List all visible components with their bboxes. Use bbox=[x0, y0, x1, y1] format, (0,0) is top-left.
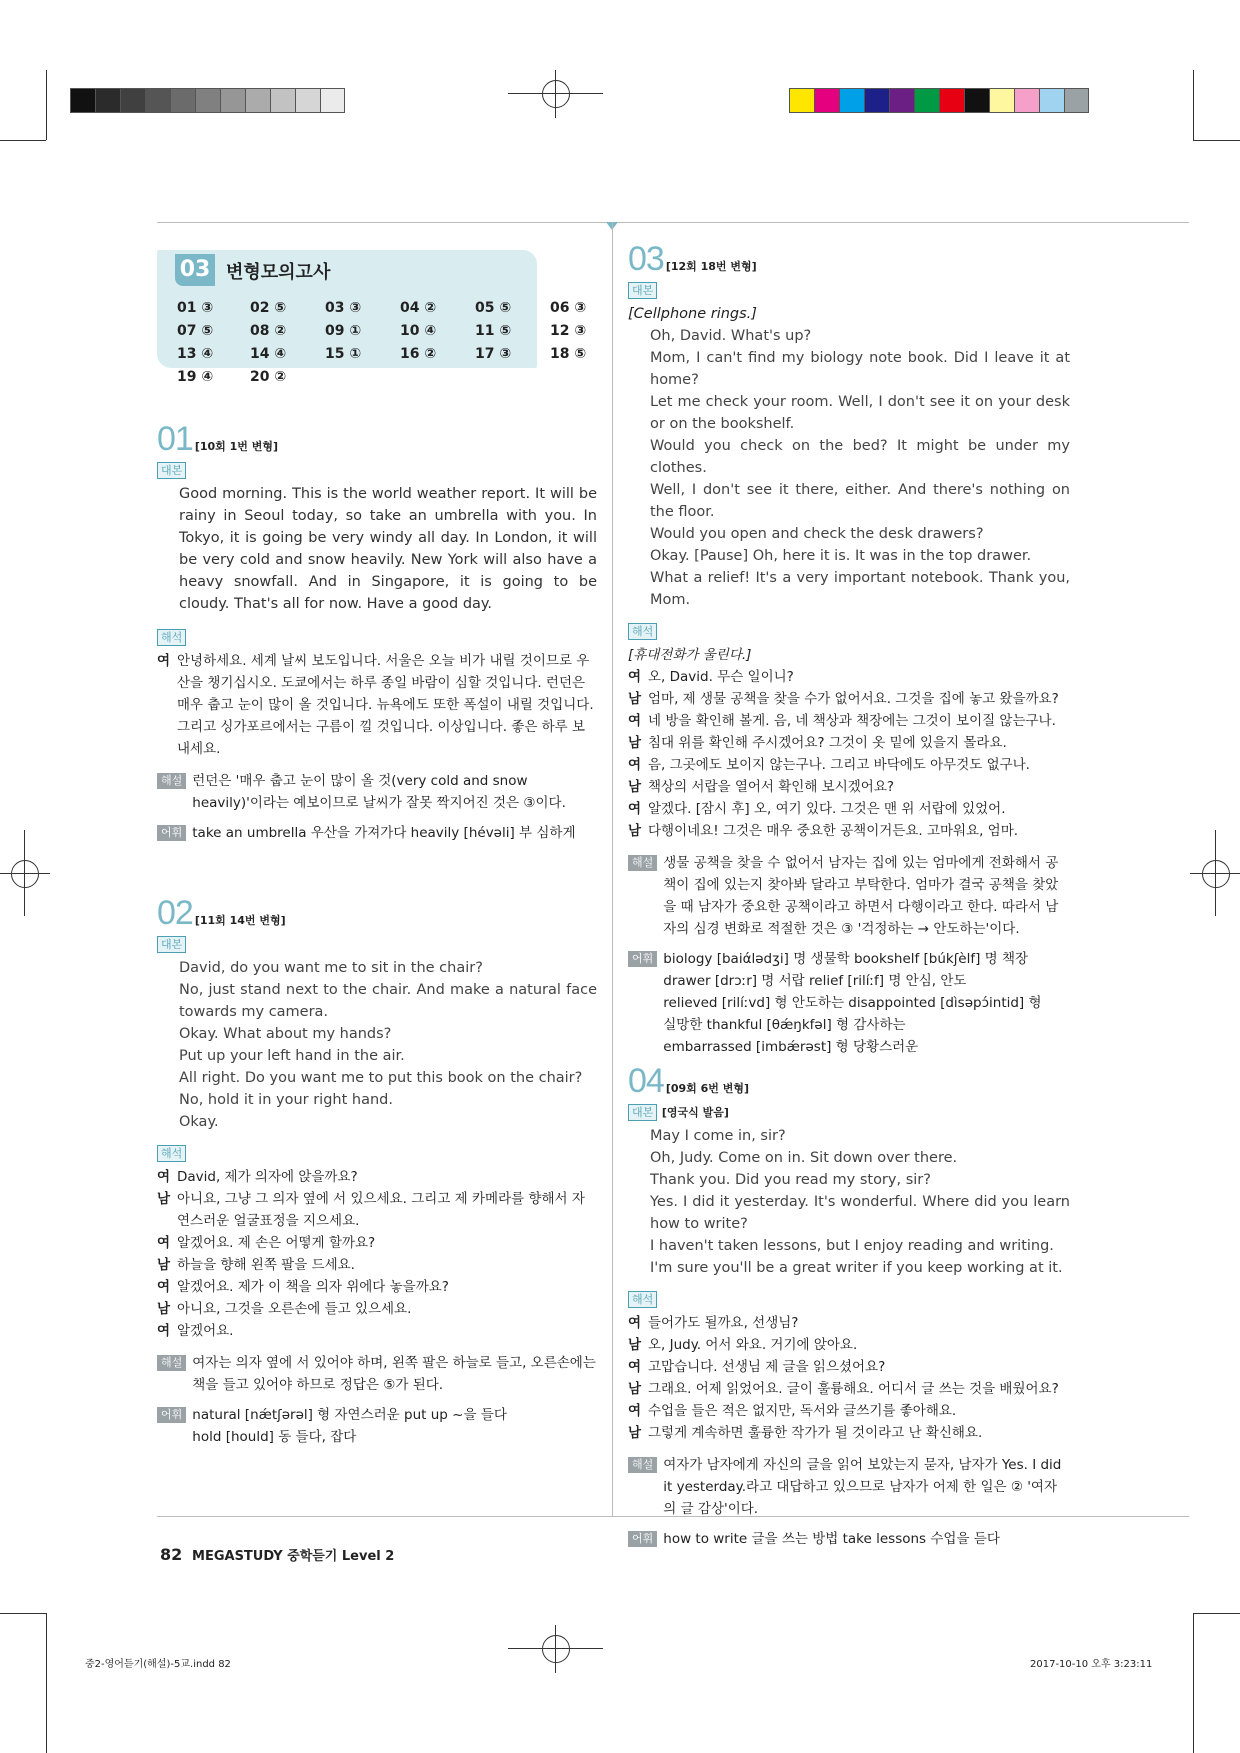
speaker: 여 bbox=[157, 1323, 171, 1339]
answer-item: 05 ⑤ bbox=[475, 300, 512, 316]
script-line: David, do you want me to sit in the chair? bbox=[179, 960, 483, 976]
answer-item: 10 ④ bbox=[400, 323, 437, 339]
speaker: 여 bbox=[628, 801, 642, 817]
q03-translation-label: 해석 bbox=[628, 623, 657, 640]
q02-translation-label: 해석 bbox=[157, 1145, 186, 1162]
q01-script: Good morning. This is the world weather report. It will be rainy in Seoul today, so take an umbrella with you. In Tokyo, it is going be very windy all day. In London, it will be very cold and snow heavily. New York will also have a heavy snowfall. And in Singapore, it is going to be cloudy. That's all for now. Have a good day. bbox=[179, 486, 597, 612]
translation-line bbox=[628, 1356, 1070, 1378]
page-footer bbox=[160, 1545, 394, 1564]
translation-text: 책상의 서랍을 열어서 확인해 보시겠어요? bbox=[648, 779, 895, 795]
answer-item: 14 ④ bbox=[250, 346, 287, 362]
translation-line bbox=[157, 1166, 597, 1188]
gray-swatch bbox=[245, 88, 270, 113]
answer-item: 11 ⑤ bbox=[475, 323, 512, 339]
q03-number: 03 bbox=[628, 240, 664, 278]
slug-file: 중2-영어듣기(해설)-5교.indd 82 bbox=[85, 1659, 231, 1670]
translation-text: 수업을 들은 적은 없지만, 독서와 글쓰기를 좋아해요. bbox=[648, 1403, 957, 1419]
script-line: Thank you. Did you read my story, sir? bbox=[650, 1172, 931, 1188]
q01-vocab-label: 어휘 bbox=[157, 825, 186, 841]
script-line: Would you check on the bed? It might be under my clothes. bbox=[650, 438, 1070, 476]
q04-number: 04 bbox=[628, 1062, 664, 1100]
script-line: May I come in, sir? bbox=[650, 1128, 786, 1144]
color-swatch bbox=[964, 88, 989, 113]
color-swatch bbox=[939, 88, 964, 113]
translation-text: 침대 위를 확인해 주시겠어요? 그것이 옷 밑에 있을지 몰라요. bbox=[648, 735, 1007, 751]
gray-swatch bbox=[320, 88, 345, 113]
q04-script-label: 대본 bbox=[628, 1104, 657, 1121]
q04-explanation-text: 여자가 남자에게 자신의 글을 읽어 보았는지 묻자, 남자가 Yes. I did it yesterday.라고 대답하고 있으므로 남자가 어제 한 일은 ② '여자의 글 감상'이다. bbox=[663, 1457, 1062, 1517]
translation-line bbox=[628, 710, 1070, 732]
speaker: 남 bbox=[628, 1425, 642, 1441]
translation-line bbox=[157, 1276, 597, 1298]
color-swatch bbox=[864, 88, 889, 113]
translation-line bbox=[628, 798, 1070, 820]
q02-vocab-label: 어휘 bbox=[157, 1407, 186, 1423]
q03-explanation-label: 해설 bbox=[628, 855, 657, 871]
q01-translation bbox=[157, 650, 597, 760]
translation-line bbox=[157, 1298, 597, 1320]
color-swatch bbox=[814, 88, 839, 113]
q01-vocab bbox=[157, 822, 597, 844]
q01-explanation-label: 해설 bbox=[157, 773, 186, 789]
speaker: 여 bbox=[157, 653, 171, 669]
translation-text: 네 방을 확인해 볼게. 음, 네 책상과 책장에는 그것이 보이질 않는구나. bbox=[648, 713, 1056, 729]
q01-translation-label: 해석 bbox=[157, 629, 186, 646]
left-column bbox=[157, 420, 597, 1448]
answer-item: 02 ⑤ bbox=[250, 300, 287, 316]
answer-item: 01 ③ bbox=[177, 300, 214, 316]
translation-text: 알겠어요. 제가 이 책을 의자 위에다 놓을까요? bbox=[177, 1279, 449, 1295]
translation-line bbox=[628, 1400, 1070, 1422]
script-line: Mom, I can't find my biology note book. Did I leave it at home? bbox=[650, 350, 1070, 388]
q03-header bbox=[628, 240, 1070, 278]
q04-translation bbox=[628, 1312, 1070, 1444]
answer-item: 09 ① bbox=[325, 323, 362, 339]
script-line: Oh, Judy. Come on in. Sit down over there. bbox=[650, 1150, 958, 1166]
q02-explanation-text: 여자는 의자 옆에 서 있어야 하며, 왼쪽 팔은 하늘로 들고, 오른손에는 책을 들고 있어야 하므로 정답은 ⑤가 된다. bbox=[192, 1355, 596, 1393]
gray-swatch bbox=[120, 88, 145, 113]
translation-text: 고맙습니다. 선생님 제 글을 읽으셨어요? bbox=[648, 1359, 886, 1375]
gray-swatch bbox=[145, 88, 170, 113]
speaker: 여 bbox=[628, 1403, 642, 1419]
q01-number: 01 bbox=[157, 420, 193, 458]
script-line: Let me check your room. Well, I don't see it on your desk or on the bookshelf. bbox=[650, 394, 1070, 432]
translation-text: 오, Judy. 어서 와요. 거기에 앉아요. bbox=[648, 1337, 858, 1353]
q01-explanation bbox=[157, 770, 597, 814]
color-swatch bbox=[1014, 88, 1039, 113]
translation-line bbox=[628, 688, 1070, 710]
speaker: 여 bbox=[628, 1359, 642, 1375]
translation-line bbox=[628, 1378, 1070, 1400]
color-swatch bbox=[839, 88, 864, 113]
gray-swatch bbox=[70, 88, 95, 113]
script-line: All right. Do you want me to put this book on the chair? bbox=[179, 1070, 583, 1086]
grayscale-bar bbox=[70, 88, 345, 113]
top-rule bbox=[157, 222, 1189, 223]
slug-date: 2017-10-10 오후 3:23:11 bbox=[1030, 1659, 1153, 1670]
color-swatch bbox=[1064, 88, 1089, 113]
speaker: 남 bbox=[628, 779, 642, 795]
answer-item: 20 ② bbox=[250, 369, 287, 385]
translation-text: 알겠어요. bbox=[177, 1323, 234, 1339]
q02-number: 02 bbox=[157, 894, 193, 932]
q03-vocab-label: 어휘 bbox=[628, 951, 657, 967]
translation-text: 하늘을 향해 왼쪽 팔을 드세요. bbox=[177, 1257, 355, 1273]
color-swatch bbox=[889, 88, 914, 113]
script-line: Put up your left hand in the air. bbox=[179, 1048, 405, 1064]
q04-translation-label: 해석 bbox=[628, 1291, 657, 1308]
q04-explanation bbox=[628, 1454, 1070, 1520]
translation-line bbox=[157, 1254, 597, 1276]
answer-item: 18 ⑤ bbox=[550, 346, 587, 362]
translation-text: 아니요, 그냥 그 의자 옆에 서 있으세요. 그리고 제 카메라를 향해서 자연스러운 얼굴표정을 지으세요. bbox=[177, 1191, 585, 1229]
speaker: 여 bbox=[157, 1279, 171, 1295]
color-swatch bbox=[789, 88, 814, 113]
q04-script bbox=[628, 1125, 1070, 1279]
vocab-line: drawer [drɔːr] 명 서랍 relief [rilíːf] 명 안심, 안도 bbox=[663, 973, 967, 989]
q03-script bbox=[628, 325, 1070, 611]
translation-line bbox=[157, 1320, 597, 1342]
column-divider bbox=[612, 222, 613, 1517]
translation-text: 알겠다. [잠시 후] 오, 여기 있다. 그것은 맨 위 서랍에 있었어. bbox=[648, 801, 1006, 817]
translation-text: 아니요, 그것을 오른손에 들고 있으세요. bbox=[177, 1301, 412, 1317]
q03-stage-direction: [Cellphone rings.] bbox=[628, 306, 757, 322]
q03-tag: [12회 18번 변형] bbox=[665, 260, 757, 273]
script-line: Okay. [Pause] Oh, here it is. It was in the top drawer. bbox=[650, 548, 1032, 564]
title-number-badge: 03 bbox=[175, 254, 215, 286]
speaker: 남 bbox=[628, 735, 642, 751]
book-title: MEGASTUDY 중학듣기 Level 2 bbox=[192, 1549, 395, 1564]
q02-header bbox=[157, 894, 597, 932]
q03-translation bbox=[628, 666, 1070, 842]
script-line: Would you open and check the desk drawers? bbox=[650, 526, 984, 542]
q03-script-label: 대본 bbox=[628, 282, 657, 299]
translation-text: 그렇게 계속하면 훌륭한 작가가 될 것이라고 난 확신해요. bbox=[648, 1425, 983, 1441]
right-column bbox=[628, 240, 1070, 1550]
color-bar bbox=[789, 88, 1089, 113]
gray-swatch bbox=[170, 88, 195, 113]
q01-header bbox=[157, 420, 597, 458]
script-line: Yes. I did it yesterday. It's wonderful. Where did you learn how to write? bbox=[650, 1194, 1070, 1232]
q03-explanation-text: 생물 공책을 찾을 수 없어서 남자는 집에 있는 엄마에게 전화해서 공책이 집에 있는지 찾아봐 달라고 부탁한다. 엄마가 결국 공책을 찾았을 때 남자가 중요한 공책이라고 하면서 다행이라고 한다. 따라서 남자의 심경 변화로 적절한 것은 ③ '걱정하는 → 안도하는'이다. bbox=[663, 855, 1059, 937]
speaker: 남 bbox=[157, 1301, 171, 1317]
vocab-line: 실망한 thankful [θǽŋkfəl] 형 감사하는 bbox=[663, 1017, 906, 1033]
gray-swatch bbox=[95, 88, 120, 113]
q02-translation bbox=[157, 1166, 597, 1342]
gray-swatch bbox=[195, 88, 220, 113]
color-swatch bbox=[989, 88, 1014, 113]
translation-text: 다행이네요! 그것은 매우 중요한 공책이거든요. 고마워요, 엄마. bbox=[648, 823, 1019, 839]
q03-translation-stage: [휴대전화가 울린다.] bbox=[628, 647, 752, 663]
script-line: No, hold it in your right hand. bbox=[179, 1092, 393, 1108]
script-line: I haven't taken lessons, but I enjoy reading and writing. bbox=[650, 1238, 1054, 1254]
q01-tag: [10회 1번 변형] bbox=[194, 440, 279, 453]
answer-item: 07 ⑤ bbox=[177, 323, 214, 339]
translation-text: 그래요. 어제 읽었어요. 글이 훌륭해요. 어디서 글 쓰는 것을 배웠어요? bbox=[648, 1381, 1059, 1397]
q04-accent: [영국식 발음] bbox=[661, 1106, 729, 1119]
q02-explanation bbox=[157, 1352, 597, 1396]
speaker: 여 bbox=[628, 757, 642, 773]
vocab-line: relieved [rilíːvd] 형 안도하는 disappointed [dìsəpɔ́intid] 형 bbox=[663, 995, 1042, 1011]
answer-item: 19 ④ bbox=[177, 369, 214, 385]
speaker: 여 bbox=[628, 713, 642, 729]
speaker: 여 bbox=[628, 1315, 642, 1331]
speaker: 여 bbox=[157, 1235, 171, 1251]
translation-text: 음, 그곳에도 보이지 않는구나. 그리고 바닥에도 아무것도 없구나. bbox=[648, 757, 1030, 773]
q03-explanation bbox=[628, 852, 1070, 940]
translation-line bbox=[628, 776, 1070, 798]
answer-item: 04 ② bbox=[400, 300, 437, 316]
translation-line bbox=[628, 820, 1070, 842]
q02-script bbox=[157, 957, 597, 1133]
script-line: Well, I don't see it there, either. And there's nothing on the floor. bbox=[650, 482, 1070, 520]
q04-vocab-text: how to write 글을 쓰는 방법 take lessons 수업을 듣다 bbox=[663, 1531, 1000, 1547]
q03-vocab bbox=[628, 948, 1070, 1058]
q01-vocab-text: take an umbrella 우산을 가져가다 heavily [hévəli] 부 심하게 bbox=[192, 825, 576, 841]
translation-line bbox=[628, 754, 1070, 776]
translation-text: 오, David. 무슨 일이니? bbox=[648, 669, 794, 685]
translation-line bbox=[628, 732, 1070, 754]
q04-header bbox=[628, 1062, 1070, 1100]
q01-script-label: 대본 bbox=[157, 462, 186, 479]
script-line: I'm sure you'll be a great writer if you keep working at it. bbox=[650, 1260, 1063, 1276]
q02-vocab bbox=[157, 1404, 597, 1448]
page-number: 82 bbox=[160, 1545, 183, 1564]
translation-text: 알겠어요. 제 손은 어떻게 할까요? bbox=[177, 1235, 376, 1251]
gray-swatch bbox=[295, 88, 320, 113]
gray-swatch bbox=[220, 88, 245, 113]
speaker: 남 bbox=[157, 1257, 171, 1273]
q04-explanation-label: 해설 bbox=[628, 1457, 657, 1473]
answer-item: 13 ④ bbox=[177, 346, 214, 362]
title-text: 변형모의고사 bbox=[226, 262, 331, 283]
color-swatch bbox=[1039, 88, 1064, 113]
translation-line bbox=[628, 666, 1070, 688]
gray-swatch bbox=[270, 88, 295, 113]
answer-item: 15 ① bbox=[325, 346, 362, 362]
speaker: 남 bbox=[628, 823, 642, 839]
q01-explanation-text: 런던은 '매우 춥고 눈이 많이 올 것(very cold and snow heavily)'이라는 예보이므로 날씨가 잘못 짝지어진 것은 ③이다. bbox=[192, 773, 566, 811]
answer-item: 17 ③ bbox=[475, 346, 512, 362]
speaker: 여 bbox=[157, 1169, 171, 1185]
script-line: What a relief! It's a very important notebook. Thank you, Mom. bbox=[650, 570, 1070, 608]
script-line: Oh, David. What's up? bbox=[650, 328, 812, 344]
script-line: Okay. What about my hands? bbox=[179, 1026, 392, 1042]
translation-line bbox=[628, 1334, 1070, 1356]
translation-text: David, 제가 의자에 앉을까요? bbox=[177, 1169, 358, 1185]
q02-vocab-line2: hold [hould] 동 들다, 잡다 bbox=[192, 1429, 357, 1445]
script-line: No, just stand next to the chair. And make a natural face towards my camera. bbox=[179, 982, 597, 1020]
translation-line bbox=[628, 1312, 1070, 1334]
answer-item: 06 ③ bbox=[550, 300, 587, 316]
q01-translation-text: 안녕하세요. 세계 날씨 보도입니다. 서울은 오늘 비가 내릴 것이므로 우산을 챙기십시오. 도쿄에서는 하루 종일 바람이 심할 것입니다. 런던은 매우 춥고 눈이 많이 올 것입니다. 뉴욕에도 또한 폭설이 내릴 것입니다. 그리고 싱가포르에서는 구름이 낄 것입니다. 이상입니다. 좋은 하루 보내세요. bbox=[177, 653, 594, 757]
answer-item: 08 ② bbox=[250, 323, 287, 339]
q04-vocab bbox=[628, 1528, 1070, 1550]
q04-tag: [09회 6번 변형] bbox=[665, 1082, 750, 1095]
translation-line bbox=[157, 1188, 597, 1232]
script-line: Okay. bbox=[179, 1114, 219, 1130]
speaker: 남 bbox=[157, 1191, 171, 1207]
vocab-line: biology [baiάlədʒi] 명 생물학 bookshelf [búkʃèlf] 명 책장 bbox=[663, 951, 1029, 967]
q02-script-label: 대본 bbox=[157, 936, 186, 953]
speaker: 여 bbox=[628, 669, 642, 685]
answer-item: 16 ② bbox=[400, 346, 437, 362]
q03-vocab-list bbox=[663, 948, 1041, 1058]
translation-line bbox=[157, 1232, 597, 1254]
translation-text: 들어가도 될까요, 선생님? bbox=[648, 1315, 799, 1331]
color-swatch bbox=[914, 88, 939, 113]
translation-line bbox=[628, 1422, 1070, 1444]
q02-explanation-label: 해설 bbox=[157, 1355, 186, 1371]
speaker: 남 bbox=[628, 1337, 642, 1353]
answer-item: 03 ③ bbox=[325, 300, 362, 316]
q04-vocab-label: 어휘 bbox=[628, 1531, 657, 1547]
translation-text: 엄마, 제 생물 공책을 찾을 수가 없어서요. 그것을 집에 놓고 왔을까요? bbox=[648, 691, 1059, 707]
speaker: 남 bbox=[628, 691, 642, 707]
speaker: 남 bbox=[628, 1381, 642, 1397]
q02-tag: [11회 14번 변형] bbox=[194, 914, 286, 927]
answer-item: 12 ③ bbox=[550, 323, 587, 339]
q02-vocab-line1: natural [nǽtʃərəl] 형 자연스러운 put up ~을 들다 bbox=[192, 1407, 507, 1423]
vocab-line: embarrassed [imbǽrəst] 형 당황스러운 bbox=[663, 1039, 919, 1055]
